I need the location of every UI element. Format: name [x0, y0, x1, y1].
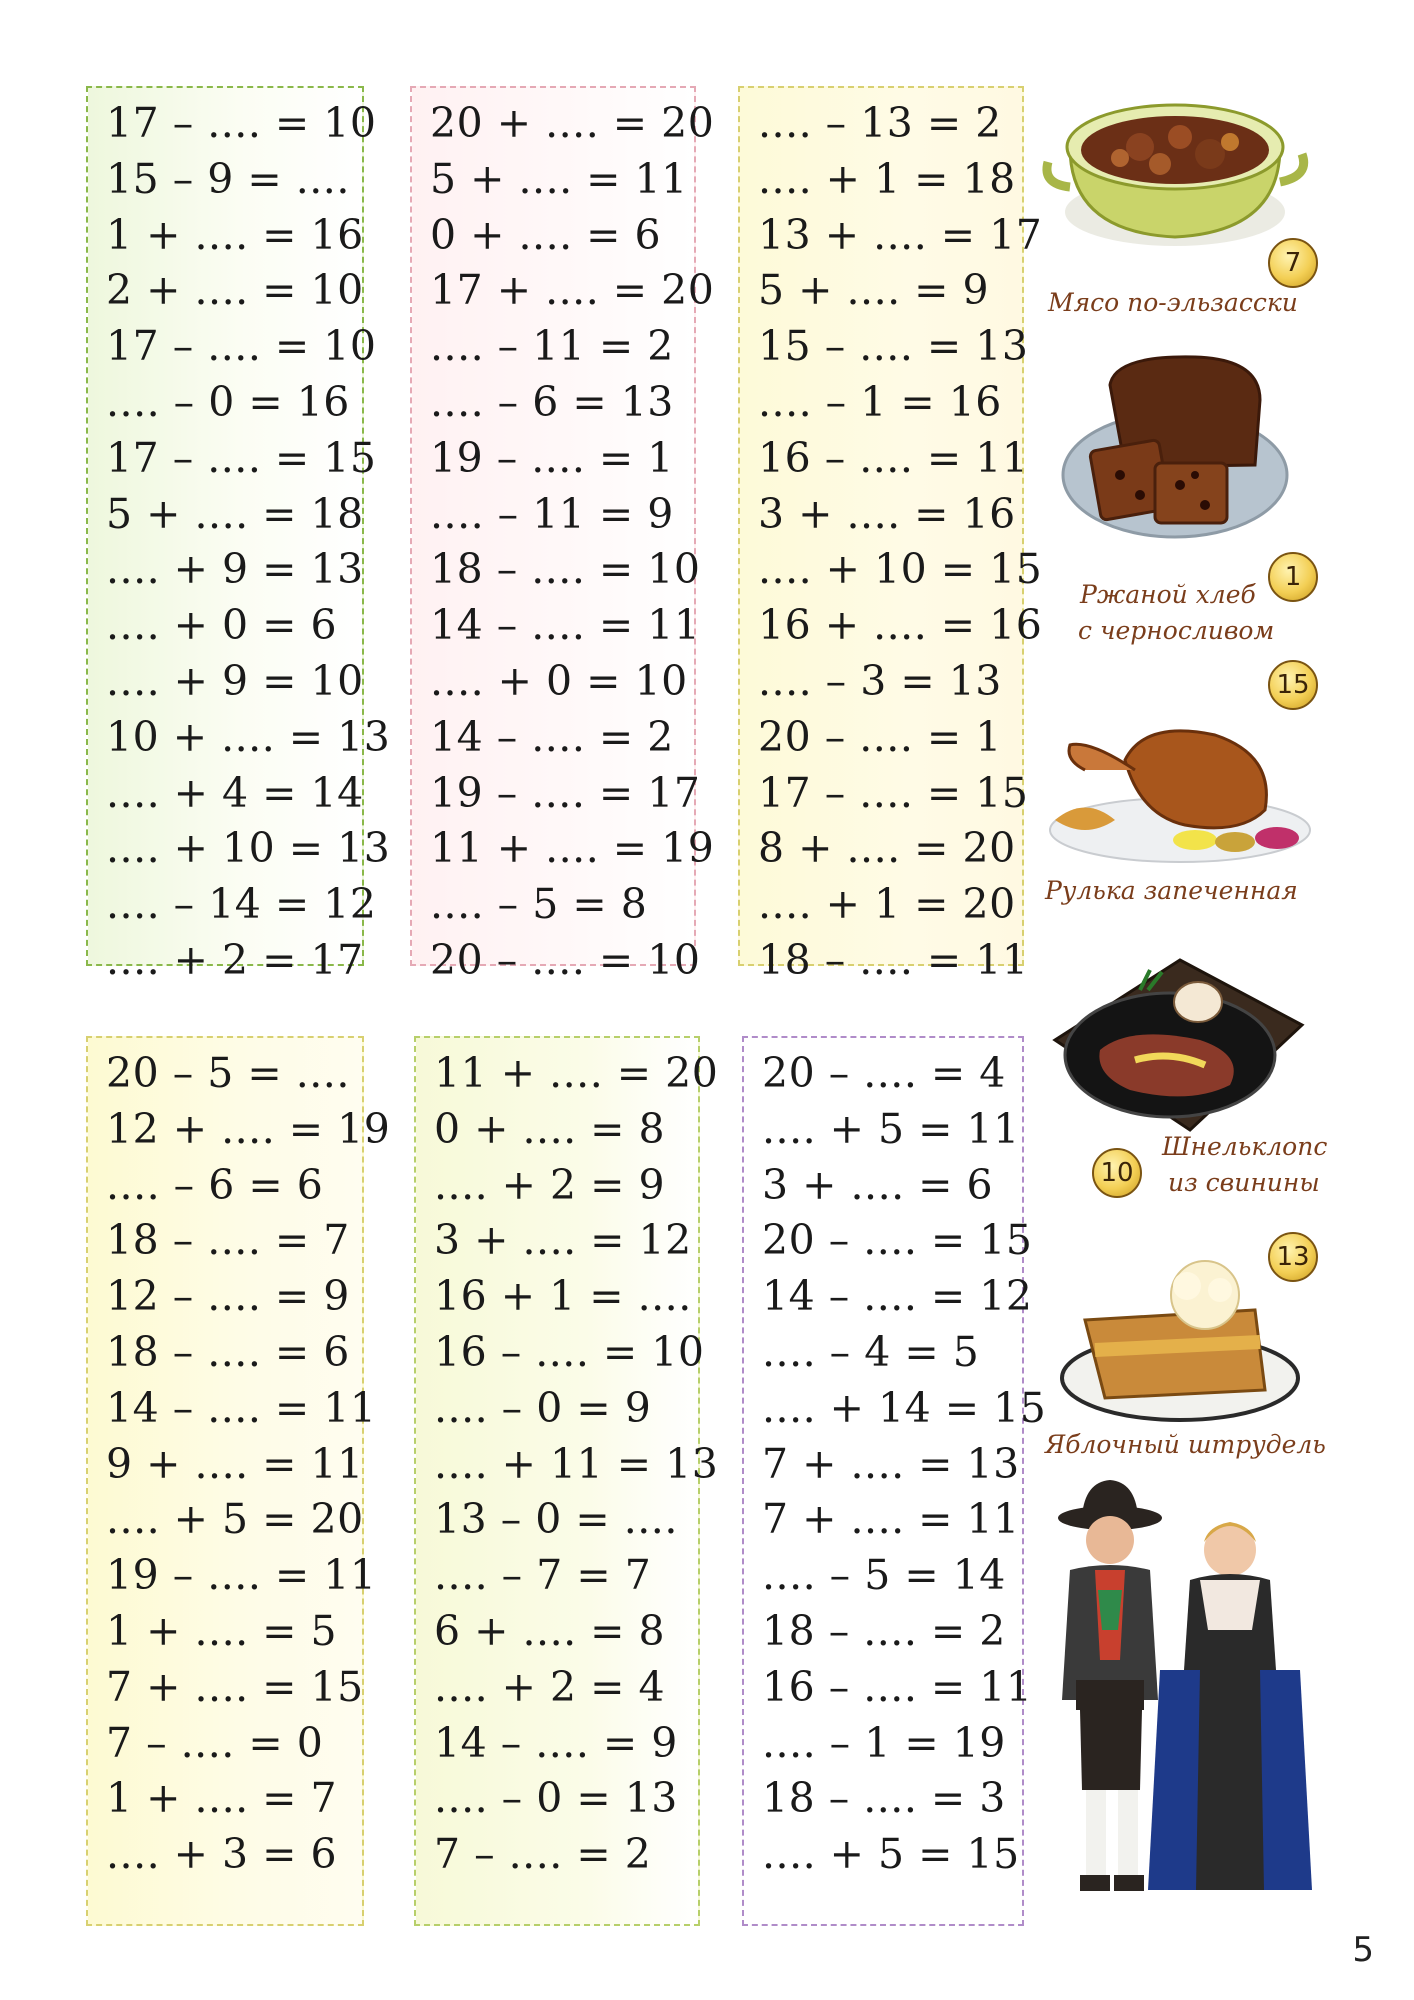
- equation: 3 + .... = 6: [762, 1160, 994, 1209]
- equation: .... + 2 = 9: [434, 1160, 666, 1209]
- equation: 7 – .... = 0: [106, 1718, 324, 1767]
- equation: 7 + .... = 15: [106, 1662, 364, 1711]
- equation-column-5: [414, 1036, 719, 1926]
- equation: 17 + .... = 20: [430, 266, 715, 315]
- equation: 1 + .... = 7: [106, 1774, 338, 1823]
- equation: 8 + .... = 20: [758, 824, 1016, 873]
- dish-caption: Рулька запеченная: [1045, 876, 1298, 905]
- dish-caption: Яблочный штрудель: [1045, 1430, 1326, 1459]
- equation: .... – 6 = 6: [106, 1160, 324, 1209]
- equation: 7 + .... = 11: [762, 1495, 1020, 1544]
- equation: .... – 5 = 8: [430, 880, 648, 929]
- equation: .... + 9 = 13: [106, 545, 364, 594]
- equation: 18 – .... = 3: [762, 1774, 1006, 1823]
- equation: 2 + .... = 10: [106, 266, 364, 315]
- equation: 7 + .... = 13: [762, 1439, 1020, 1488]
- equation: .... + 10 = 15: [758, 545, 1043, 594]
- equation: 17 – .... = 10: [106, 99, 377, 147]
- equation: .... – 4 = 5: [762, 1327, 980, 1376]
- equation: 6 + .... = 8: [434, 1606, 666, 1655]
- dish-caption: из свинины: [1168, 1168, 1320, 1197]
- equation: 17 – .... = 15: [758, 768, 1029, 817]
- equation: 7 – .... = 2: [434, 1830, 652, 1879]
- dish-caption: Шнельклопс: [1162, 1132, 1328, 1161]
- equation: 3 + .... = 16: [758, 489, 1016, 538]
- equation: 13 + .... = 17: [758, 210, 1043, 259]
- equation: 14 – .... = 11: [430, 601, 701, 650]
- dish-caption: с черносливом: [1078, 616, 1275, 645]
- equation: 13 – 0 = ....: [434, 1495, 678, 1544]
- dish-number-badge: 10: [1092, 1148, 1142, 1198]
- equation: .... + 5 = 15: [762, 1830, 1020, 1879]
- equation: 16 – .... = 10: [434, 1327, 705, 1376]
- equation: 18 – .... = 10: [430, 545, 701, 594]
- equation: .... + 9 = 10: [106, 656, 364, 705]
- equation: 17 – .... = 15: [106, 433, 377, 482]
- equation: 19 – .... = 11: [106, 1551, 377, 1600]
- equation: 17 – .... = 10: [106, 322, 377, 371]
- equation: 16 + .... = 16: [758, 601, 1043, 650]
- equation: .... – 14 = 12: [106, 880, 377, 929]
- equation: .... – 5 = 14: [762, 1551, 1006, 1600]
- equation: 18 – .... = 6: [106, 1327, 350, 1376]
- equation: .... + 5 = 20: [106, 1495, 364, 1544]
- pork-knuckle-image: [1045, 700, 1315, 870]
- equation: 18 – .... = 11: [758, 935, 1029, 984]
- equation: 18 – .... = 2: [762, 1606, 1006, 1655]
- equation: .... + 4 = 14: [106, 768, 364, 817]
- equation: .... – 11 = 9: [430, 489, 674, 538]
- equation: .... + 2 = 4: [434, 1662, 666, 1711]
- equation: 14 – .... = 12: [762, 1272, 1033, 1321]
- equation: .... – 11 = 2: [430, 322, 674, 371]
- equation: 5 + .... = 18: [106, 489, 364, 538]
- equation: 19 – .... = 1: [430, 433, 674, 482]
- equation: 0 + .... = 6: [430, 210, 662, 259]
- equation: .... + 0 = 10: [430, 656, 688, 705]
- equation: 1 + .... = 5: [106, 1606, 338, 1655]
- equation: .... – 13 = 2: [758, 99, 1002, 147]
- equation: 20 – .... = 4: [762, 1049, 1006, 1097]
- equation: 20 – .... = 15: [762, 1216, 1033, 1265]
- equation: .... – 1 = 19: [762, 1718, 1006, 1767]
- equation: 3 + .... = 12: [434, 1216, 692, 1265]
- equation: .... + 10 = 13: [106, 824, 391, 873]
- equation: 20 – .... = 1: [758, 712, 1002, 761]
- equation: .... + 2 = 17: [106, 935, 364, 984]
- dish-number-badge: 13: [1268, 1232, 1318, 1282]
- equation: 18 – .... = 7: [106, 1216, 350, 1265]
- page-number: 5: [1352, 1930, 1374, 1970]
- equation-column-2: [410, 86, 715, 984]
- schnellklops-image: [1040, 930, 1310, 1140]
- equation: 20 + .... = 20: [430, 99, 715, 147]
- equation: 0 + .... = 8: [434, 1104, 666, 1153]
- equation-column-6: [742, 1036, 1047, 1926]
- equation: 14 – .... = 9: [434, 1718, 678, 1767]
- apple-strudel-image: [1055, 1250, 1305, 1425]
- equation: 15 – .... = 13: [758, 322, 1029, 371]
- equation: 16 – .... = 11: [758, 433, 1029, 482]
- equation: .... + 0 = 6: [106, 601, 338, 650]
- equation: .... + 1 = 20: [758, 880, 1016, 929]
- dish-caption: Ржаной хлеб: [1080, 580, 1256, 609]
- equation-column-3: [738, 86, 1043, 984]
- equation: 12 – .... = 9: [106, 1272, 350, 1321]
- equation: 5 + .... = 11: [430, 154, 688, 203]
- equation: 1 + .... = 16: [106, 210, 364, 259]
- equation: 14 – .... = 2: [430, 712, 674, 761]
- equation: 20 – 5 = ....: [106, 1049, 350, 1097]
- equation: .... – 1 = 16: [758, 377, 1002, 426]
- equation: 14 – .... = 11: [106, 1383, 377, 1432]
- equation: .... + 14 = 15: [762, 1383, 1047, 1432]
- equation: 12 + .... = 19: [106, 1104, 391, 1153]
- equation: 20 – .... = 10: [430, 935, 701, 984]
- equation: .... + 5 = 11: [762, 1104, 1020, 1153]
- equation-column-4: [86, 1036, 391, 1926]
- dish-number-badge: 15: [1268, 660, 1318, 710]
- dish-number-badge: 1: [1268, 552, 1318, 602]
- equation-column-1: [86, 86, 391, 984]
- equation: 16 + 1 = ....: [434, 1272, 692, 1321]
- equation: .... – 7 = 7: [434, 1551, 652, 1600]
- equation: .... + 1 = 18: [758, 154, 1016, 203]
- rye-bread-image: [1055, 345, 1295, 545]
- dish-caption: Мясо по-эльзасски: [1048, 288, 1298, 317]
- equation: 5 + .... = 9: [758, 266, 990, 315]
- equation: 15 – 9 = ....: [106, 154, 350, 203]
- equation: .... + 3 = 6: [106, 1830, 338, 1879]
- equation: 9 + .... = 11: [106, 1439, 364, 1488]
- equation: .... + 11 = 13: [434, 1439, 719, 1488]
- equation: .... – 6 = 13: [430, 377, 674, 426]
- equation: 16 – .... = 11: [762, 1662, 1033, 1711]
- equation: 10 + .... = 13: [106, 712, 391, 761]
- equation: 19 – .... = 17: [430, 768, 701, 817]
- equation: .... – 0 = 16: [106, 377, 350, 426]
- equation: .... – 0 = 13: [434, 1774, 678, 1823]
- folk-costume-couple-illustration: [1040, 1470, 1320, 1910]
- stew-pot-image: [1040, 92, 1310, 252]
- equation: 11 + .... = 20: [434, 1049, 719, 1097]
- dish-number-badge: 7: [1268, 238, 1318, 288]
- equation: 11 + .... = 19: [430, 824, 715, 873]
- equation: .... – 3 = 13: [758, 656, 1002, 705]
- equation: .... – 0 = 9: [434, 1383, 652, 1432]
